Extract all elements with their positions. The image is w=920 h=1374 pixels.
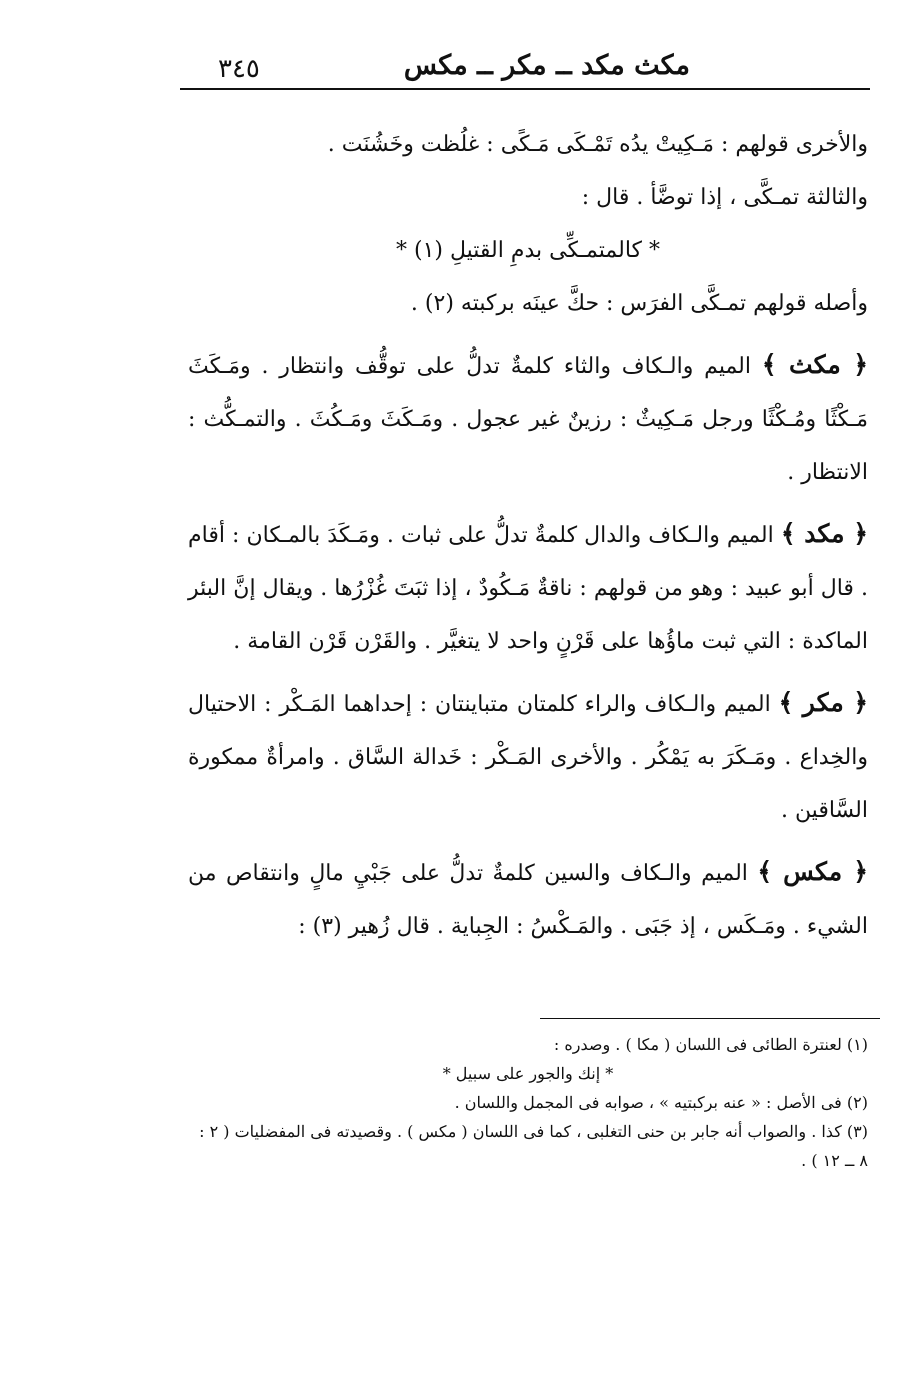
body-text	[188, 118, 868, 953]
entry-text: الميم والـكاف والراء كلمتان متباينتان : إحداهما المَـكْر : الاحتيال والخِداع . ومَـكَرَ به يَمْكُر . والأخرى المَـكْر : خَدالة السَّاق . وامرأةٌ ممكورة السَّاقين .	[188, 692, 868, 823]
text-line: والثالثة تمـكَّى ، إذا توضَّأ . قال :	[581, 185, 868, 210]
entry-root: ﴿ مكر ﴾	[778, 688, 868, 717]
text-line: وأصله قولهم تمـكَّى الفرَس : حكَّ عينَه بركبته (٢) .	[410, 291, 868, 316]
running-title: مكث مكد ــ مكر ــ مكس	[403, 50, 690, 81]
footnote-rule	[540, 1018, 880, 1019]
entry-text: الميم والـكاف والسين كلمةٌ تدلُّ على جَبْيِ مالٍ وانتقاص من الشيء . ومَـكَس ، إذ جَبَى . والمَـكْسُ : الجِباية . قال زُهير (٣) :	[188, 861, 868, 939]
entry-mkd	[188, 499, 868, 668]
entry-root: ﴿ مكث ﴾	[761, 350, 868, 379]
header-rule	[180, 88, 870, 90]
text-line: والأخرى قولهم : مَـكِيتْ يدُه تَمْـكَى مَـكًى : غلُظت وخَشُنَت .	[327, 132, 868, 157]
page-number: ٣٤٥	[218, 54, 260, 84]
entry-mkr	[188, 668, 868, 837]
footnote: (٣) كذا . والصواب أنه جابر بن حنى التغلبى ، كما فى اللسان ( مكس ) . وقصيدته فى المفضليات ( ٢ : ٨ ــ ١٢ ) .	[199, 1122, 868, 1170]
footnote: (٢) فى الأصل : « عنه بركبتيه » ، صوابه فى المجمل واللسان .	[454, 1093, 868, 1112]
footnote: (١) لعنترة الطائى فى اللسان ( مكا ) . وصدره :	[553, 1035, 868, 1054]
page-header	[180, 46, 870, 90]
entry-root: ﴿ مكس ﴾	[757, 857, 868, 886]
verse-line: * كالمتمـكِّى بدمِ القتيلِ (١) *	[395, 238, 661, 263]
entry-text: الميم والـكاف والثاء كلمةٌ تدلُّ على توقُّف وانتظار . ومَـكَثَ مَـكْثًا ومُـكْثًا ورجل مَـكِيثٌ : رزينٌ غير عجول . ومَـكَثَ ومَـكُثَ . والتمـكُّث : الانتظار .	[188, 354, 868, 485]
entry-root: ﴿ مكد ﴾	[780, 519, 868, 548]
footnotes	[188, 1030, 868, 1175]
entry-mks	[188, 837, 868, 953]
footnote-verse: * إنك والجور على سبيل *	[442, 1064, 614, 1083]
entry-mkth	[188, 330, 868, 499]
entry-text: الميم والـكاف والدال كلمةٌ تدلُّ على ثبات . ومَـكَدَ بالمـكان : أقام . قال أبو عبيد : وهو من قولهم : ناقةٌ مَـكُودٌ ، إذا ثبَتَ غُزْرُها . ويقال إنَّ البئر الماكدة : التي ثبت ماؤُها على قَرْنٍ واحد لا يتغيَّر . والقَرْن قَرْن القامة .	[188, 523, 868, 654]
